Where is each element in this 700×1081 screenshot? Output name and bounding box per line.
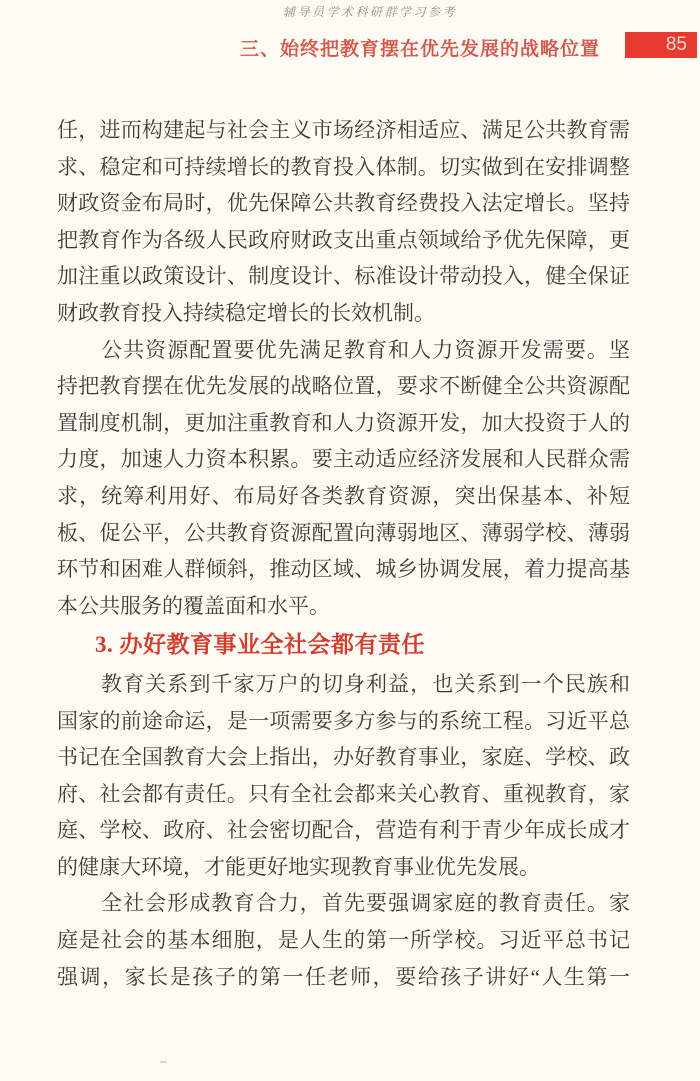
chapter-header-title: 三、始终把教育摆在优先发展的战略位置 (239, 39, 600, 60)
text-line: 公共资源配置要优先满足教育和人力资源开发需要。坚 (101, 337, 630, 362)
text-line: 强调，家长是孩子的第一任老师，要给孩子讲好“人生第一 (57, 964, 630, 989)
text-line: 国家的前途命运，是一项需要多方参与的系统工程。习近平总 (57, 708, 630, 733)
text-line: 庭、学校、政府、社会密切配合，营造有利于青少年成长成才 (57, 818, 630, 843)
text-line: 财政资金布局时，优先保障公共教育经费投入法定增长。坚持 (57, 191, 630, 216)
text-line: 求，统筹利用好、布局好各类教育资源，突出保基本、补短 (57, 483, 630, 508)
text-line: 加注重以政策设计、制度设计、标准设计带动投入，健全保证 (57, 264, 630, 289)
text-line: 庭是社会的基本细胞，是人生的第一所学校。习近平总书记 (57, 928, 630, 953)
text-line: 置制度机制，更加注重教育和人力资源开发，加大投资于人的 (57, 410, 630, 435)
text-line: 财政教育投入持续稳定增长的长效机制。 (57, 300, 435, 325)
text-line: 任，进而构建起与社会主义市场经济相适应、满足公共教育需 (57, 118, 630, 142)
text-line: 教育关系到千家万户的切身利益，也关系到一个民族和 (101, 671, 630, 696)
text-line: 持把教育摆在优先发展的战略位置，要求不断健全公共资源配 (57, 374, 630, 399)
text-line: 书记在全国教育大会上指出，办好教育事业，家庭、学校、政 (57, 745, 630, 770)
text-line: 把教育作为各级人民政府财政支出重点领域给予优先保障，更 (57, 227, 630, 252)
text-line: 板、促公平，公共教育资源配置向薄弱地区、薄弱学校、薄弱 (57, 520, 630, 545)
text-line: 全社会形成教育合力，首先要强调家庭的教育责任。家 (101, 891, 630, 916)
text-line: 力度，加速人力资本积累。要主动适应经济发展和人民群众需 (57, 447, 630, 472)
page-body (57, 112, 630, 995)
text-line: 本公共服务的覆盖面和水平。 (57, 593, 330, 618)
section-heading: 3. 办好教育事业全社会都有责任 (95, 632, 425, 658)
page-watermark: 辅导员学术科研群学习参考 (283, 5, 458, 19)
page-number-badge: 85 (625, 32, 697, 58)
text-line: 府、社会都有责任。只有全社会都来关心教育、重视教育，家 (57, 781, 630, 806)
text-line: 求、稳定和可持续增长的教育投入体制。切实做到在安排调整 (57, 154, 630, 179)
text-line: 的健康大环境，才能更好地实现教育事业优先发展。 (57, 854, 540, 879)
text-line: 环节和困难人群倾斜，推动区域、城乡协调发展，着力提高基 (57, 557, 630, 582)
scan-artifact-mark (160, 1061, 167, 1063)
